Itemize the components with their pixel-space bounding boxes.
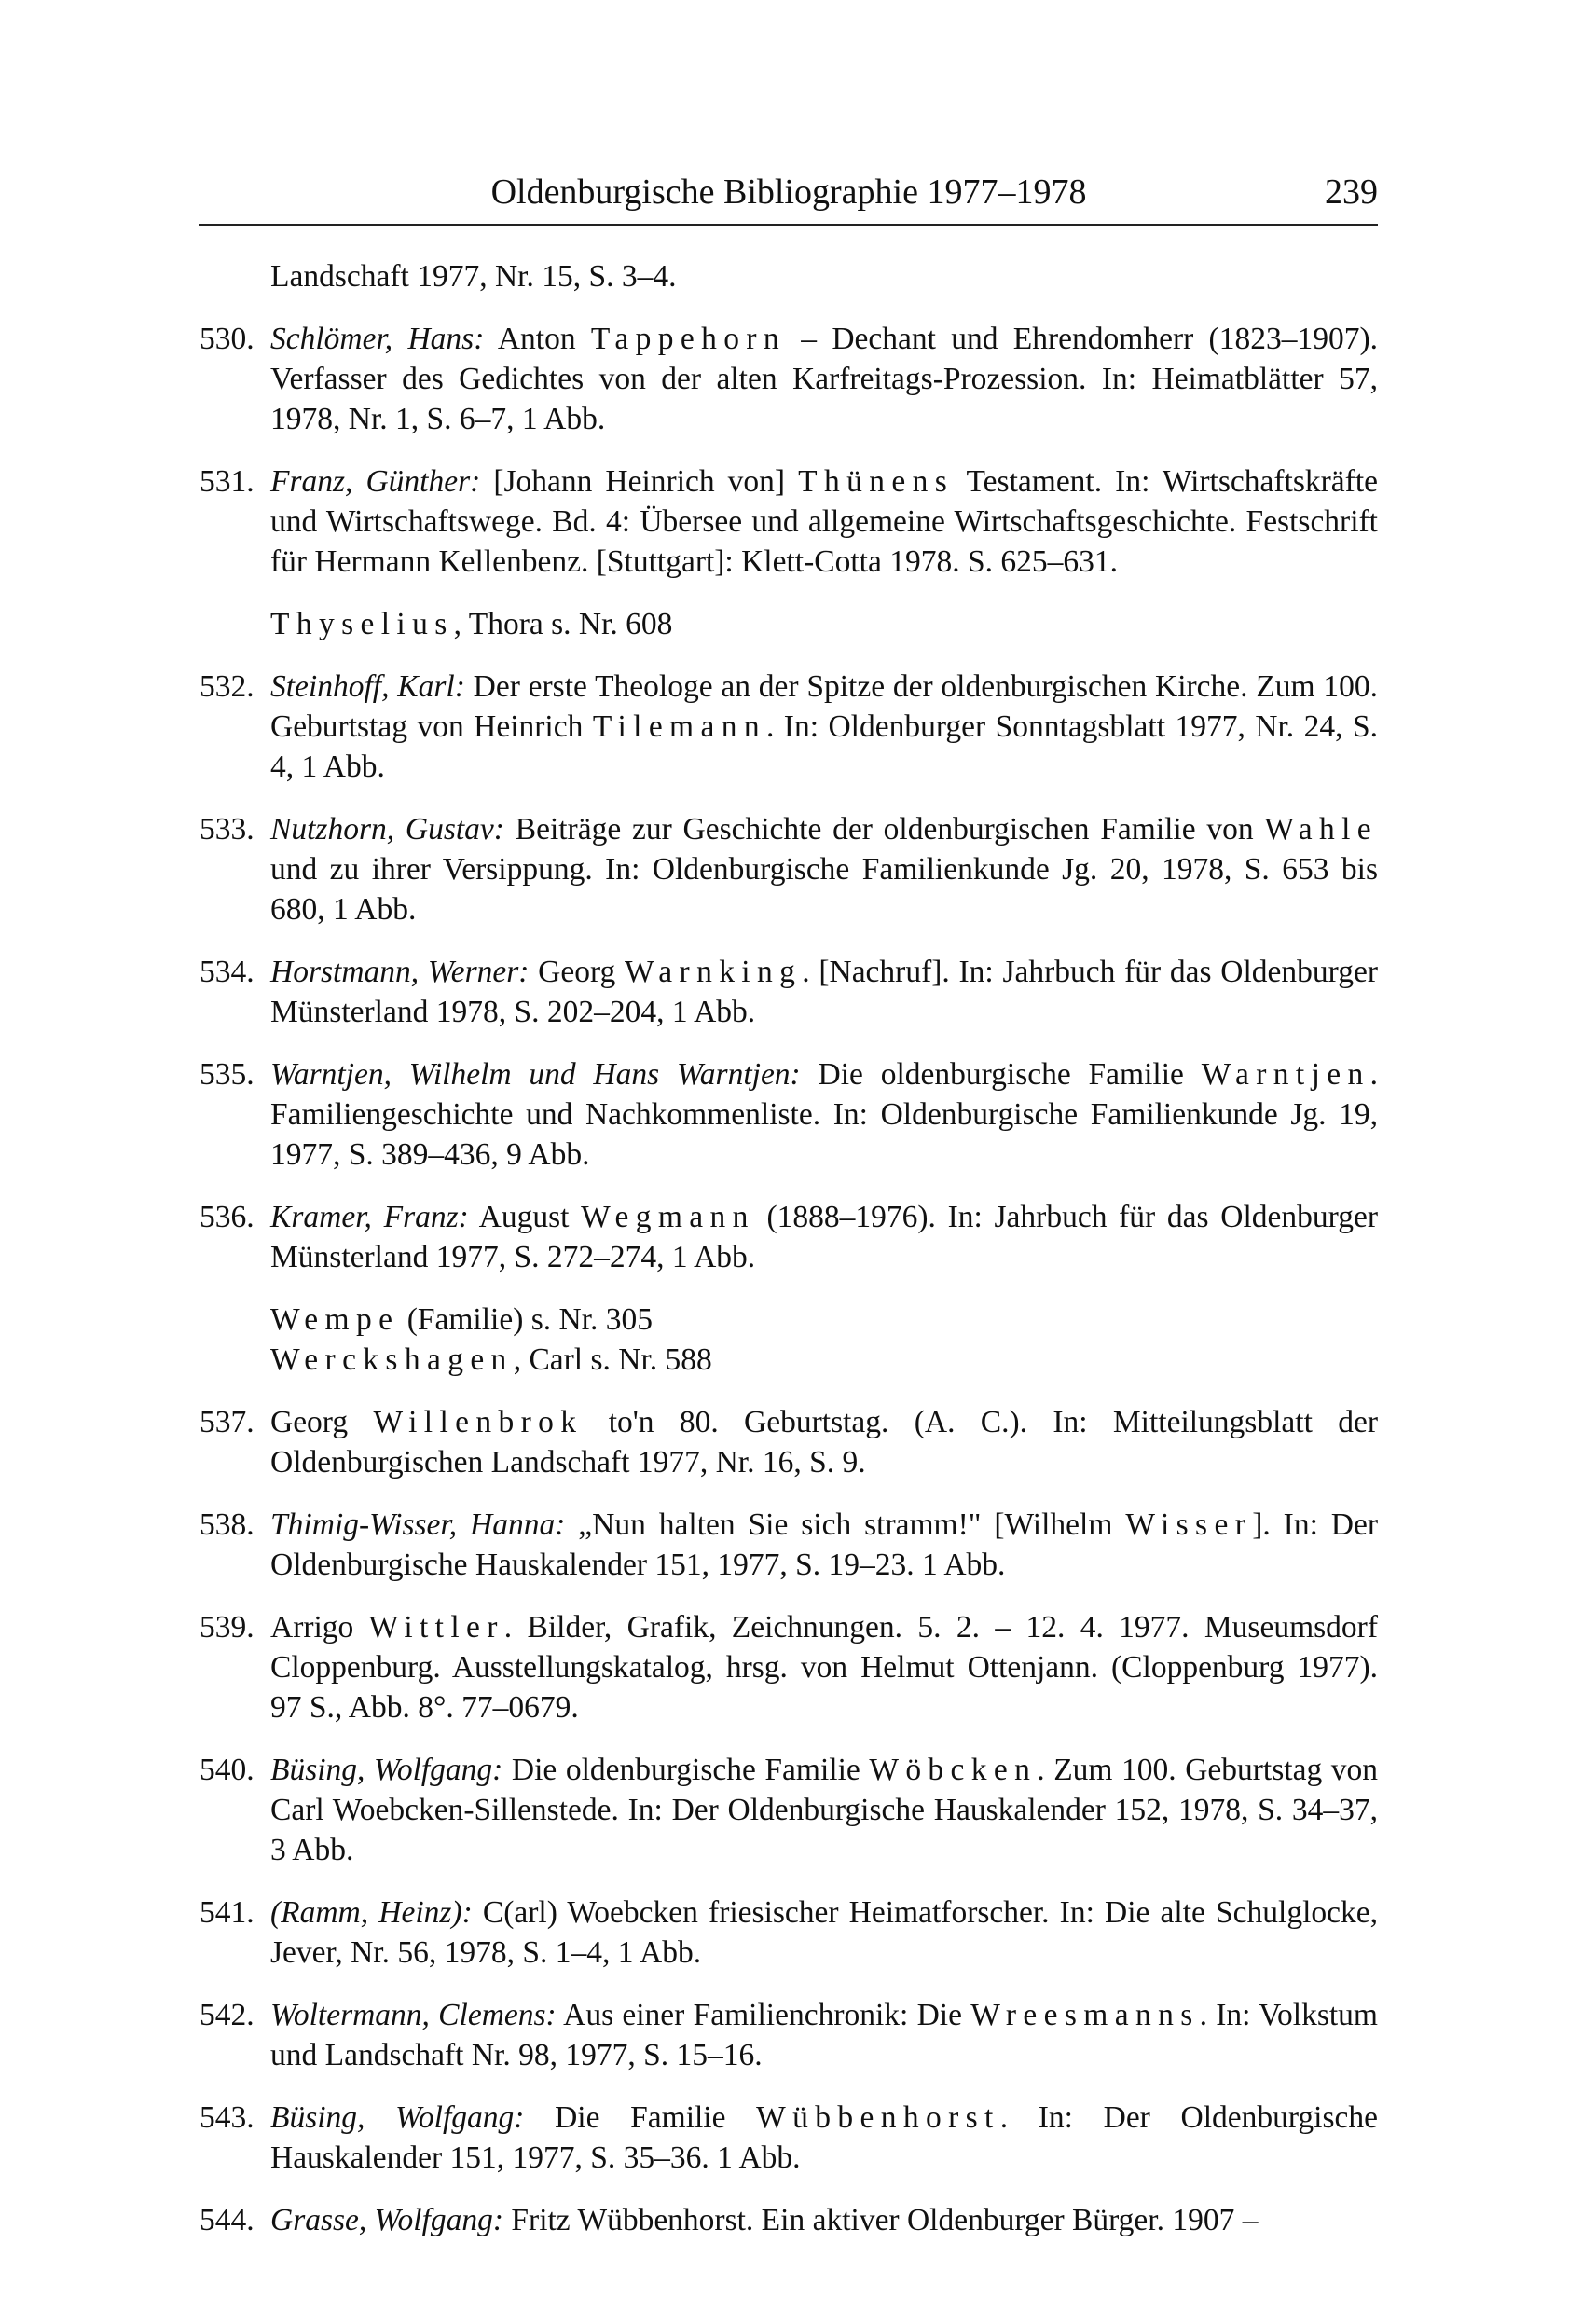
entry-text-part: Aus einer Familienchronik: Die bbox=[556, 1998, 971, 2032]
entry-subject-name: Willenbrok bbox=[373, 1405, 584, 1439]
entry-text-part: [Johann Heinrich von] bbox=[480, 464, 799, 499]
entry-author: Horstmann, Werner: bbox=[270, 955, 530, 989]
entry-text-part: . Zum 100. Geburtstag von Carl Woebcken-Sillenstede. In: Der Oldenburgische Hauskalender 152, 1978, S. 34–37, 3 Abb. bbox=[270, 1753, 1378, 1867]
entry-author: Steinhoff, Karl: bbox=[270, 669, 465, 704]
entry-543 bbox=[200, 2098, 1378, 2178]
entry-number: 536. bbox=[200, 1200, 255, 1234]
entry-text-part: Arrigo bbox=[270, 1610, 369, 1645]
entry-text bbox=[270, 1607, 1378, 1727]
entry-number: 542. bbox=[200, 1998, 255, 2032]
entry-author: Grasse, Wolfgang: bbox=[270, 2203, 504, 2237]
entry-text-part: (1888–1976). In: Jahrbuch für das Oldenburger Münsterland 1977, S. 272–274, 1 Abb. bbox=[270, 1200, 1378, 1274]
entry-text-part: Georg bbox=[270, 1405, 374, 1439]
cross-reference-wempe bbox=[270, 1300, 1378, 1340]
entry-text-part: und zu ihrer Versippung. In: Oldenburgische Familienkunde Jg. 20, 1978, S. 653 bis 680, 1 Abb. bbox=[270, 852, 1378, 927]
entry-subject-name: Wahle bbox=[1264, 812, 1379, 846]
entry-text bbox=[270, 1892, 1378, 1973]
entry-text-part: . In: Volkstum und Landschaft Nr. 98, 1977, S. 15–16. bbox=[270, 1998, 1378, 2072]
entry-number: 541. bbox=[200, 1895, 255, 1930]
entry-text-part: Fritz Wübbenhorst. Ein aktiver Oldenburger Bürger. 1907 – bbox=[503, 2203, 1259, 2237]
entry-text-part: C(arl) Woebcken friesischer Heimatforscher. In: Die alte Schulglocke, Jever, Nr. 56, 1978, S. 1–4, 1 Abb. bbox=[270, 1895, 1378, 1970]
page-number: 239 bbox=[1325, 172, 1378, 212]
entry-text-part: August bbox=[468, 1200, 582, 1234]
entry-subject-name: Wegmann bbox=[581, 1200, 755, 1234]
header-rule bbox=[200, 224, 1378, 226]
cross-reference-werckshagen bbox=[270, 1340, 1378, 1380]
entry-540 bbox=[200, 1750, 1378, 1870]
entry-538 bbox=[200, 1505, 1378, 1585]
entry-535 bbox=[200, 1054, 1378, 1175]
cross-reference-group bbox=[200, 1300, 1378, 1380]
entry-text-part: – Dechant und Ehrendomherr (1823–1907). Verfasser des Gedichtes von der alten Karfreitags-Prozession. In: Heimatblätter 57, 1978, Nr. 1, S. 6–7, 1 Abb. bbox=[270, 322, 1378, 436]
entry-subject-name: Wisser bbox=[1125, 1507, 1253, 1542]
entry-text-part: Die oldenburgische Familie bbox=[800, 1057, 1202, 1092]
entry-534 bbox=[200, 952, 1378, 1032]
entry-text-part: . In: Oldenburger Sonntagsblatt 1977, Nr. 24, S. 4, 1 Abb. bbox=[270, 709, 1378, 784]
entry-533 bbox=[200, 809, 1378, 929]
xref-rest: , Thora s. Nr. 608 bbox=[453, 607, 673, 641]
entry-text bbox=[270, 1505, 1378, 1585]
entry-number: 530. bbox=[200, 322, 255, 356]
entry-number: 534. bbox=[200, 955, 255, 989]
entry-text-part: . In: Der Oldenburgische Hauskalender 151, 1977, S. 35–36. 1 Abb. bbox=[270, 2100, 1379, 2175]
continuation-line: Landschaft 1977, Nr. 15, S. 3–4. bbox=[270, 259, 677, 294]
entry-author: Franz, Günther: bbox=[270, 464, 481, 499]
entry-text-part: Beiträge zur Geschichte der oldenburgischen Familie von bbox=[503, 812, 1265, 846]
entry-subject-name: Wöbcken bbox=[869, 1753, 1038, 1787]
entry-text bbox=[270, 809, 1378, 929]
entry-author: Kramer, Franz: bbox=[270, 1200, 469, 1234]
entry-subject-name: Tappehorn bbox=[590, 322, 786, 356]
xref-rest: , Carl s. Nr. 588 bbox=[513, 1342, 712, 1377]
entry-text bbox=[270, 2098, 1378, 2178]
entry-author: Thimig-Wisser, Hanna: bbox=[270, 1507, 566, 1542]
entry-text bbox=[270, 2200, 1378, 2240]
entry-text-part: Testament. In: Wirtschaftskräfte und Wirtschaftswege. Bd. 4: Übersee und allgemeine Wirtschaftsgeschichte. Festschrift für Hermann Kellenbenz. [Stuttgart]: Klett-Cotta 1978. S. 625–631. bbox=[270, 464, 1378, 579]
entry-text bbox=[270, 1750, 1378, 1870]
entry-text-part: Anton bbox=[484, 322, 591, 356]
entry-number: 532. bbox=[200, 669, 255, 704]
xref-name: Thyselius bbox=[270, 607, 454, 641]
entry-541 bbox=[200, 1892, 1378, 1973]
entry-text-part: Die oldenburgische Familie bbox=[502, 1753, 870, 1787]
entry-text bbox=[270, 461, 1378, 582]
entry-number: 543. bbox=[200, 2100, 255, 2135]
entry-number: 537. bbox=[200, 1405, 255, 1439]
entry-530 bbox=[200, 319, 1378, 439]
entry-number: 531. bbox=[200, 464, 255, 499]
entry-author: Nutzhorn, Gustav: bbox=[270, 812, 504, 846]
xref-rest: (Familie) s. Nr. 305 bbox=[399, 1302, 654, 1337]
cross-reference-thyselius bbox=[200, 604, 1378, 644]
entry-number: 540. bbox=[200, 1753, 255, 1787]
entry-text bbox=[270, 1054, 1378, 1175]
entry-subject-name: Warnking bbox=[625, 955, 803, 989]
entry-text bbox=[270, 1995, 1378, 2075]
entry-number: 539. bbox=[200, 1610, 255, 1645]
entry-text-part: Der erste Theologe an der Spitze der oldenburgischen Kirche. Zum 100. Geburtstag von Heinrich bbox=[270, 669, 1378, 744]
entry-subject-name: Tilemann bbox=[592, 709, 766, 744]
entry-number: 538. bbox=[200, 1507, 255, 1542]
entry-text-part: to'n 80. Geburtstag. (A. C.). In: Mitteilungsblatt der Oldenburgischen Landschaft 1977, Nr. 16, S. 9. bbox=[270, 1405, 1378, 1479]
entry-text-part: . Familiengeschichte und Nachkommenliste. In: Oldenburgische Familienkunde Jg. 19, 1977, S. 389–436, 9 Abb. bbox=[270, 1057, 1378, 1172]
entry-text bbox=[270, 1402, 1378, 1482]
entry-subject-name: Wreesmanns bbox=[970, 1998, 1200, 2032]
entry-text-part: . [Nachruf]. In: Jahrbuch für das Oldenburger Münsterland 1978, S. 202–204, 1 Abb. bbox=[270, 955, 1378, 1029]
entry-author: (Ramm, Heinz): bbox=[270, 1895, 473, 1930]
entry-text-part: . Bilder, Grafik, Zeichnungen. 5. 2. – 12. 4. 1977. Museumsdorf Cloppenburg. Ausstellungskatalog, hrsg. von Helmut Ottenjann. (Cloppenburg 1977). 97 S., Abb. 8°. 77–0679. bbox=[270, 1610, 1378, 1725]
entry-author: Schlömer, Hans: bbox=[270, 322, 485, 356]
entry-text bbox=[270, 319, 1378, 439]
entry-text bbox=[270, 952, 1378, 1032]
entry-author: Büsing, Wolfgang: bbox=[270, 1753, 503, 1787]
entry-author: Woltermann, Clemens: bbox=[270, 1998, 557, 2032]
entry-subject-name: Wittler bbox=[368, 1610, 504, 1645]
entry-532 bbox=[200, 667, 1378, 787]
entry-text-part: „Nun halten Sie sich stramm!" [Wilhelm bbox=[565, 1507, 1126, 1542]
page-header bbox=[200, 168, 1378, 227]
entry-subject-name: Thünens bbox=[798, 464, 955, 499]
entry-539 bbox=[200, 1607, 1378, 1727]
entry-text-part: Georg bbox=[529, 955, 625, 989]
entry-text bbox=[270, 667, 1378, 787]
entry-number: 544. bbox=[200, 2203, 255, 2237]
entry-537 bbox=[200, 1402, 1378, 1482]
entry-531 bbox=[200, 461, 1378, 582]
entry-number: 535. bbox=[200, 1057, 255, 1092]
bibliography-body bbox=[200, 256, 1378, 2263]
entry-544 bbox=[200, 2200, 1378, 2240]
running-title: Oldenburgische Bibliographie 1977–1978 bbox=[490, 172, 1087, 212]
entry-subject-name: Warntjen bbox=[1201, 1057, 1370, 1092]
entry-text-part: ]. In: Der Oldenburgische Hauskalender 151, 1977, S. 19–23. 1 Abb. bbox=[270, 1507, 1379, 1582]
entry-542 bbox=[200, 1995, 1378, 2075]
xref-name: Werckshagen bbox=[270, 1342, 514, 1377]
entry-text bbox=[270, 1197, 1378, 1277]
entry-text-part: Die Familie bbox=[524, 2100, 757, 2135]
entry-author: Warntjen, Wilhelm und Hans Warntjen: bbox=[270, 1057, 801, 1092]
xref-name: Wempe bbox=[270, 1302, 400, 1337]
entry-subject-name: Wübbenhorst bbox=[756, 2100, 1000, 2135]
entry-number: 533. bbox=[200, 812, 255, 846]
entry-author: Büsing, Wolfgang: bbox=[270, 2100, 525, 2135]
entry-536 bbox=[200, 1197, 1378, 1277]
